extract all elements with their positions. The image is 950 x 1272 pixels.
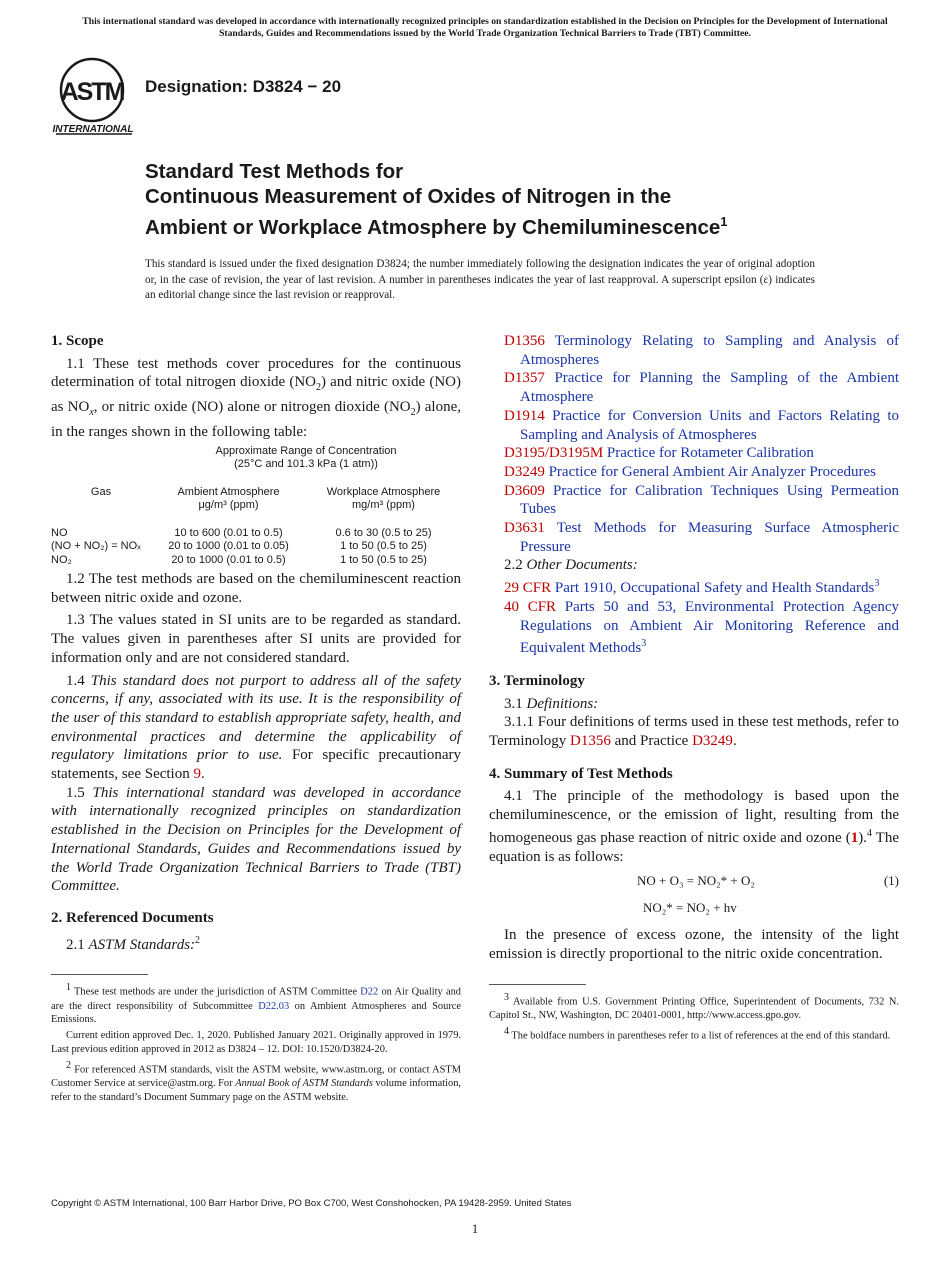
paragraph-1-2: 1.2 The test methods are based on the chemiluminescent reaction between nitric oxide and ozone. bbox=[51, 571, 461, 606]
reference-title-link[interactable]: Practice for Conversion Units and Factors Relating to Sampling and Analysis of Atmospheres bbox=[520, 407, 899, 443]
table-row: NO 10 to 600 (0.01 to 0.5) 0.6 to 30 (0.5 to 25) bbox=[51, 526, 432, 539]
footnote-2: $^2$ For referenced ASTM standards, visit the ASTM website, www.astm.org, or contact ASTM Customer Service at service@astm.org. For Annual Book of ASTM Standards volume information, refer to the standard’s Document Summary page on the ASTM website. bbox=[51, 1059, 461, 1103]
reference-title-link[interactable]: Terminology Relating to Sampling and Analysis of Atmospheres bbox=[520, 333, 899, 368]
header-notice: This international standard was developed in accordance with internationally recognized principles on standardization established in the Decision on Principles for the Development of International Standards, Guides and Recommendations issued by the World Trade Organization Technical Barriers to Trade (TBT) Committee. bbox=[82, 16, 888, 39]
link-d1356[interactable]: D1356 bbox=[570, 733, 611, 750]
logo-letters: ASTM bbox=[60, 78, 124, 106]
reference-item bbox=[489, 369, 899, 406]
reference-item bbox=[489, 519, 899, 556]
reference-title-link[interactable]: Parts 50 and 53, Environmental Protection Agency Regulations on Ambient Air Monitoring Reference and Equivalent Methods bbox=[520, 598, 899, 657]
reference-code-link[interactable]: 40 CFR bbox=[504, 598, 557, 615]
section-9-link[interactable]: 9 bbox=[193, 766, 201, 783]
reference-code-link[interactable]: D1914 bbox=[504, 407, 545, 424]
section-heading-scope: 1. Scope bbox=[51, 333, 104, 349]
reference-title-link[interactable]: Part 1910, Occupational Safety and Health Standards bbox=[554, 580, 875, 597]
reference-item bbox=[489, 332, 899, 369]
footnote-mark[interactable]: 3 bbox=[874, 578, 880, 590]
paragraph-4-1: 4.1 The principle of the methodology is based upon the chemiluminescence, or the emission of light, resulting from the homogeneous gas phase reaction of nitric oxide and ozone (1).$^4$ The equation is as follows: bbox=[489, 788, 899, 865]
footnote-4: $^4$ The boldface numbers in parentheses refer to a list of references at the end of this standard. bbox=[504, 1025, 891, 1042]
reference-item bbox=[489, 463, 899, 482]
link-d22-03[interactable]: D22.03 bbox=[258, 1000, 290, 1012]
table-unit-workplace: mg/m³ (ppm) bbox=[352, 499, 415, 512]
reference-item bbox=[489, 575, 899, 598]
paragraph-1-4: 1.4 This standard does not purport to address all of the safety concerns, if any, associated with its use. It is the responsibility of the user of this standard to establish appropriate safety, health, and environmental practices and determine the applicability of regulatory limitations prior to use. For specific precautionary statements, see Section 9. bbox=[51, 672, 462, 783]
table-row: (NO + NO₂) = NOₓ 20 to 1000 (0.01 to 0.05) 1 to 50 (0.5 to 25) bbox=[51, 540, 427, 553]
title-footnote-mark[interactable]: 1 bbox=[720, 214, 728, 229]
footnote-3: $^3$ Available from U.S. Government Printing Office, Superintendent of Documents, 732 N. Capitol St., NW, Washington, DC 20401-0001, http://www.access.gpo.gov. bbox=[489, 991, 900, 1021]
table-row: NO₂ 20 to 1000 (0.01 to 0.5) 1 to 50 (0.5 to 25) bbox=[51, 553, 427, 566]
title-line-2: Continuous Measurement of Oxides of Nitrogen in the bbox=[145, 185, 672, 208]
document-title bbox=[145, 159, 728, 240]
table-header-ambient: Ambient Atmosphere bbox=[177, 485, 280, 498]
reference-item bbox=[489, 444, 899, 463]
reference-item bbox=[489, 482, 899, 519]
section-heading-terminology: 3. Terminology bbox=[489, 672, 585, 689]
paragraph-3-1: 3.1 Definitions: bbox=[504, 695, 599, 712]
footnote-divider bbox=[51, 974, 148, 975]
designation: Designation: D3824 − 20 bbox=[145, 77, 342, 96]
reference-item bbox=[489, 598, 899, 658]
table-caption-2: (25°C and 101.3 kPa (1 atm)) bbox=[234, 458, 378, 471]
other-documents-list bbox=[489, 575, 899, 658]
reference-code-link[interactable]: 29 CFR bbox=[504, 580, 552, 597]
reference-code-link[interactable]: D1357 bbox=[504, 370, 545, 387]
reference-title-link[interactable]: Practice for Rotameter Calibration bbox=[606, 445, 814, 462]
equation-2: NO₂* = NO₂ + hv bbox=[643, 900, 737, 916]
reference-title-link[interactable]: Practice for Calibration Techniques Using Permeation Tubes bbox=[520, 482, 899, 518]
paragraph-1-1: 1.1 These test methods cover procedures for the continuous determination of total nitrogen dioxide $(NO_2)$ and nitric oxide (NO) as $NO_x$, or nitric oxide (NO) alone or nitrogen dioxide $(NO_2)$ alone, in the ranges shown in the following table: bbox=[51, 355, 461, 440]
section-heading-referenced: 2. Referenced Documents bbox=[51, 909, 214, 926]
equation-1: NO + O₃ = NO₂* + O₂ (1) bbox=[489, 872, 899, 893]
footnote-divider bbox=[489, 984, 586, 985]
equation-number: (1) bbox=[883, 873, 899, 889]
reference-item bbox=[489, 407, 899, 444]
footnote-1: $^1$ These test methods are under the jurisdiction of ASTM Committee D22 on Air Quality and are the direct responsibility of Subcommittee D22.03 on Ambient Atmospheres and Source Emissions. bbox=[51, 982, 461, 1026]
paragraph-2-1: 2.1 ASTM Standards:$^2$ bbox=[66, 934, 201, 953]
reference-code-link[interactable]: D1356 bbox=[504, 333, 545, 349]
issued-note: This standard is issued under the fixed designation D3824; the number immediately following the designation indicates the year of original adoption or, in the case of revision, the year of last revision. A number in parentheses indicates the year of last reapproval. A superscript epsilon (ε) indicates an editorial change since the last revision or reapproval. bbox=[145, 258, 815, 301]
copyright-notice: Copyright © ASTM International, 100 Barr Harbor Drive, PO Box C700, West Conshohocken, PA 19428-2959. United States bbox=[51, 1198, 572, 1209]
paragraph-1-5: 1.5 This international standard was developed in accordance with internationally recognized principles on standardization established in the Decision on Principles for the Development of International Standards, Guides and Recommendations issued by the World Trade Organization Technical Barriers to Trade (TBT) Committee. bbox=[51, 784, 462, 895]
reference-title-link[interactable]: Test Methods for Measuring Surface Atmospheric Pressure bbox=[520, 520, 899, 555]
table-caption-1: Approximate Range of Concentration bbox=[215, 444, 397, 457]
link-d22[interactable]: D22 bbox=[360, 986, 379, 998]
reference-code-link[interactable]: D3609 bbox=[504, 482, 545, 499]
left-column bbox=[51, 332, 461, 1105]
reference-code-link[interactable]: D3249 bbox=[504, 463, 545, 480]
table-unit-ambient: μg/m³ (ppm) bbox=[198, 499, 259, 512]
right-column bbox=[489, 332, 899, 1043]
reference-title-link[interactable]: Practice for Planning the Sampling of the Ambient Atmosphere bbox=[520, 370, 899, 406]
paragraph-4-1-after: In the presence of excess ozone, the intensity of the light emission is directly proportional to the nitric oxide concentration. bbox=[489, 927, 899, 962]
table-header-workplace: Workplace Atmosphere bbox=[326, 485, 441, 498]
link-d3249[interactable]: D3249 bbox=[692, 733, 733, 750]
section-heading-summary: 4. Summary of Test Methods bbox=[489, 765, 673, 782]
astm-standards-list bbox=[489, 332, 899, 556]
footnote-1-edition: Current edition approved Dec. 1, 2020. Published January 2021. Originally approved in 1979. Last previous edition approved in 2012 as D3824 – 12. DOI: 10.1520/D3824-20. bbox=[51, 1030, 461, 1056]
table-header-gas: Gas bbox=[90, 485, 112, 498]
astm-logo-icon bbox=[52, 56, 136, 136]
logo-text: INTERNATIONAL bbox=[52, 124, 134, 135]
concentration-table bbox=[51, 445, 461, 568]
title-line-3: Ambient or Workplace Atmosphere by Chemiluminescence bbox=[145, 215, 721, 239]
paragraph-2-2: 2.2 Other Documents: bbox=[504, 557, 638, 574]
page-number: 1 bbox=[471, 1221, 479, 1236]
footnote-mark[interactable]: 3 bbox=[641, 638, 647, 650]
paragraph-1-3: 1.3 The values stated in SI units are to be regarded as standard. The values given in parentheses after SI units are provided for information only and are not considered standard. bbox=[51, 612, 461, 666]
reference-code-link[interactable]: D3195/D3195M bbox=[504, 445, 604, 462]
astm-logo bbox=[52, 56, 136, 136]
reference-title-link[interactable]: Practice for General Ambient Air Analyzer Procedures bbox=[548, 463, 876, 480]
reference-code-link[interactable]: D3631 bbox=[504, 520, 545, 537]
paragraph-3-1-1: 3.1.1 Four definitions of terms used in these test methods, refer to Terminology D1356 and Practice D3249. bbox=[489, 714, 899, 750]
reference-1-link[interactable]: 1 bbox=[850, 829, 859, 846]
title-line-1: Standard Test Methods for bbox=[145, 160, 404, 183]
